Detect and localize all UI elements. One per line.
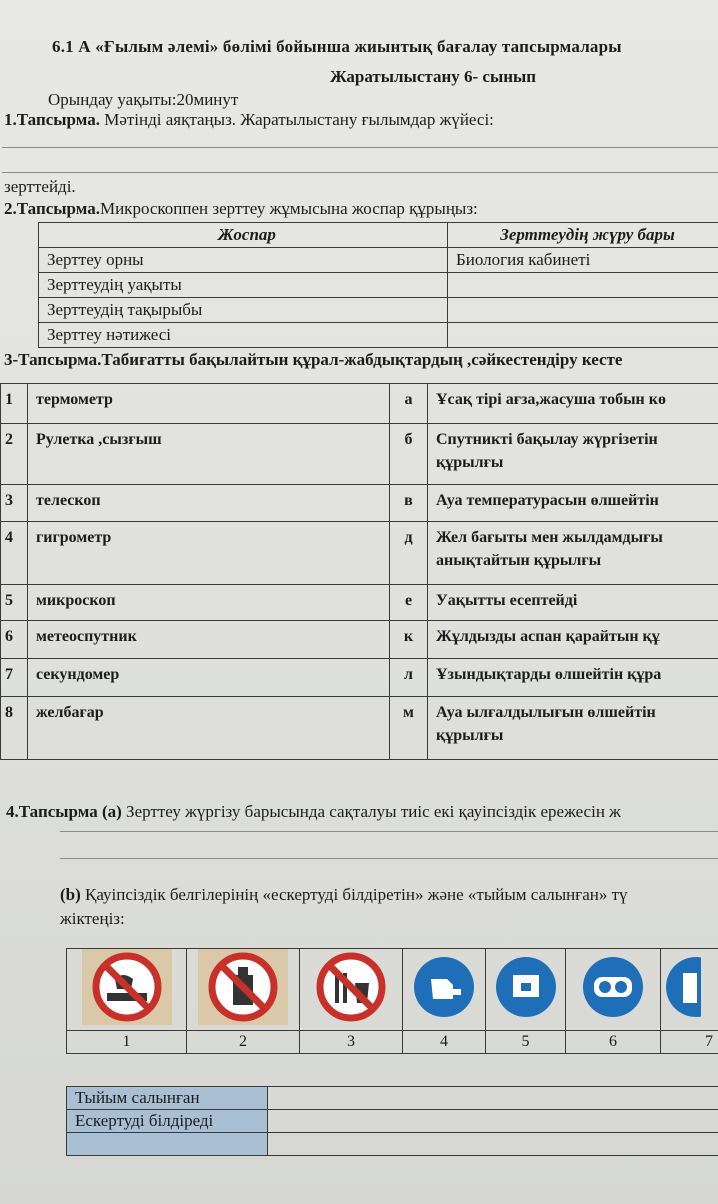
plan-answer-cell[interactable]	[448, 323, 718, 348]
plan-table	[38, 222, 718, 348]
table-row	[39, 323, 718, 348]
tool-description: Жел бағыты мен жылдамдығы анықтайтын құрылғы	[428, 522, 718, 585]
task4b-text: Қауіпсіздік белгілерінің «ескертуді білдіретін» және «тыйым салынған» тү	[85, 885, 628, 904]
sign-number: 1	[67, 1031, 187, 1054]
row-number: 1	[1, 384, 28, 424]
column-header: Зерттеудің жүру бары	[448, 223, 718, 248]
tool-name: метеоспутник	[28, 621, 390, 659]
plan-answer-cell[interactable]: Биология кабинеті	[448, 248, 718, 273]
row-number: 6	[1, 621, 28, 659]
grade-subtitle: Жаратылыстану 6- сынып	[330, 67, 537, 86]
sign-number: 2	[187, 1031, 300, 1054]
row-number: 4	[1, 522, 28, 585]
task1-label: 1.Тапсырма.	[4, 110, 100, 129]
task4-text: Зерттеу жүргізу барысында сақталуы тиіс екі қауіпсіздік ережесін ж	[126, 802, 621, 821]
task2-prompt	[4, 199, 478, 219]
tool-name: микроскоп	[28, 585, 390, 621]
no-drinking-water-icon	[198, 949, 288, 1025]
sign-numbers-row	[67, 1031, 718, 1054]
answer-line	[60, 831, 718, 832]
answer-line	[2, 147, 718, 148]
tool-description: Ұсақ тірі ағза,жасуша тобын кө	[428, 384, 718, 424]
task3-prompt	[4, 350, 622, 370]
plan-answer-cell[interactable]	[448, 298, 718, 323]
table-header-row	[39, 223, 718, 248]
task4-label: 4.Тапсырма (а)	[6, 802, 122, 821]
task1-text: Мәтінді аяқтаңыз. Жаратылыстану ғылымдар жүйесі:	[104, 110, 494, 129]
table-row	[1, 424, 718, 485]
plan-item: Зерттеудің уақыты	[39, 273, 448, 298]
task2-label: 2.Тапсырма.	[4, 199, 100, 218]
safety-signs-table	[66, 948, 718, 1054]
option-letter: в	[390, 485, 428, 522]
tool-name: термометр	[28, 384, 390, 424]
table-row	[1, 522, 718, 585]
sign-cell	[403, 949, 486, 1031]
tool-description: Ауа температурасын өлшейтін	[428, 485, 718, 522]
task3-text: Табиғатты бақылайтын құрал-жабдықтардың ,сәйкестендіру кесте	[101, 350, 623, 369]
category-label: Тыйым салынған	[67, 1087, 268, 1110]
table-row	[1, 384, 718, 424]
task4b-label: (b)	[60, 885, 81, 904]
plan-item: Зерттеудің тақырыбы	[39, 298, 448, 323]
answer-cell[interactable]	[268, 1087, 718, 1110]
option-letter: е	[390, 585, 428, 621]
row-number: 7	[1, 659, 28, 697]
row-number: 2	[1, 424, 28, 485]
no-food-drink-icon	[311, 949, 391, 1025]
sign-number: 3	[300, 1031, 403, 1054]
sign-cell	[486, 949, 566, 1031]
answer-cell[interactable]	[268, 1133, 718, 1156]
option-letter: а	[390, 384, 428, 424]
table-row	[39, 298, 718, 323]
option-letter: л	[390, 659, 428, 697]
table-row	[1, 659, 718, 697]
tool-description: Ауа ылғалдылығын өлшейтін құрылғы	[428, 697, 718, 760]
sign-cell	[566, 949, 661, 1031]
plan-item: Зерттеу нәтижесі	[39, 323, 448, 348]
table-row	[67, 1110, 718, 1133]
table-row	[1, 697, 718, 760]
matching-table	[0, 383, 718, 760]
tool-description: Уақытты есептейді	[428, 585, 718, 621]
tool-description: Ұзындықтарды өлшейтін құра	[428, 659, 718, 697]
wear-protective-clothing-icon	[661, 949, 701, 1025]
table-row	[39, 248, 718, 273]
table-row	[67, 1133, 718, 1156]
plan-item: Зерттеу орны	[39, 248, 448, 273]
time-limit: Орындау уақыты:20минут	[48, 90, 239, 109]
row-number: 5	[1, 585, 28, 621]
row-number: 8	[1, 697, 28, 760]
sign-cell	[67, 949, 187, 1031]
tool-description: Жұлдызды аспан қарайтын құ	[428, 621, 718, 659]
task3-label: 3-Тапсырма.	[4, 350, 102, 369]
wear-gloves-icon	[409, 949, 479, 1025]
wear-goggles-icon	[578, 949, 648, 1025]
category-label	[67, 1133, 268, 1156]
worksheet-title: 6.1 А «Ғылым әлемі» бөлімі бойынша жиынтық бағалау тапсырмалары	[52, 37, 622, 56]
table-row	[1, 621, 718, 659]
task4b-prompt	[60, 885, 628, 905]
task1-prompt	[4, 110, 494, 130]
plan-answer-cell[interactable]	[448, 273, 718, 298]
answer-line	[2, 172, 718, 173]
option-letter: м	[390, 697, 428, 760]
answer-cell[interactable]	[268, 1110, 718, 1133]
sign-cell	[300, 949, 403, 1031]
table-row	[1, 485, 718, 522]
tool-name: секундомер	[28, 659, 390, 697]
task2-text: Микроскоппен зерттеу жұмысына жоспар құрыңыз:	[99, 199, 478, 218]
answer-line	[60, 858, 718, 859]
classification-answer-table	[66, 1086, 718, 1156]
tool-name: желбағар	[28, 697, 390, 760]
tool-name: Рулетка ,сызғыш	[28, 424, 390, 485]
sign-cell	[661, 949, 718, 1031]
tool-description: Спутникті бақылау жүргізетін құрылғы	[428, 424, 718, 485]
option-letter: д	[390, 522, 428, 585]
task4a-prompt	[6, 802, 621, 822]
category-label: Ескертуді білдіреді	[67, 1110, 268, 1133]
tool-name: телескоп	[28, 485, 390, 522]
row-number: 3	[1, 485, 28, 522]
option-letter: к	[390, 621, 428, 659]
signs-row	[67, 949, 718, 1031]
tool-name: гигрометр	[28, 522, 390, 585]
wash-hands-icon	[491, 949, 561, 1025]
table-row	[67, 1087, 718, 1110]
option-letter: б	[390, 424, 428, 485]
column-header: Жоспар	[39, 223, 448, 248]
sign-number: 4	[403, 1031, 486, 1054]
no-washing-hands-icon	[82, 949, 172, 1025]
sign-number: 6	[566, 1031, 661, 1054]
table-row	[1, 585, 718, 621]
table-row	[39, 273, 718, 298]
sign-number: 5	[486, 1031, 566, 1054]
task1-ending: зерттейді.	[4, 177, 76, 196]
task4b-text-continued: жіктеңіз:	[60, 909, 125, 928]
sign-cell	[187, 949, 300, 1031]
sign-number: 7	[661, 1031, 718, 1054]
